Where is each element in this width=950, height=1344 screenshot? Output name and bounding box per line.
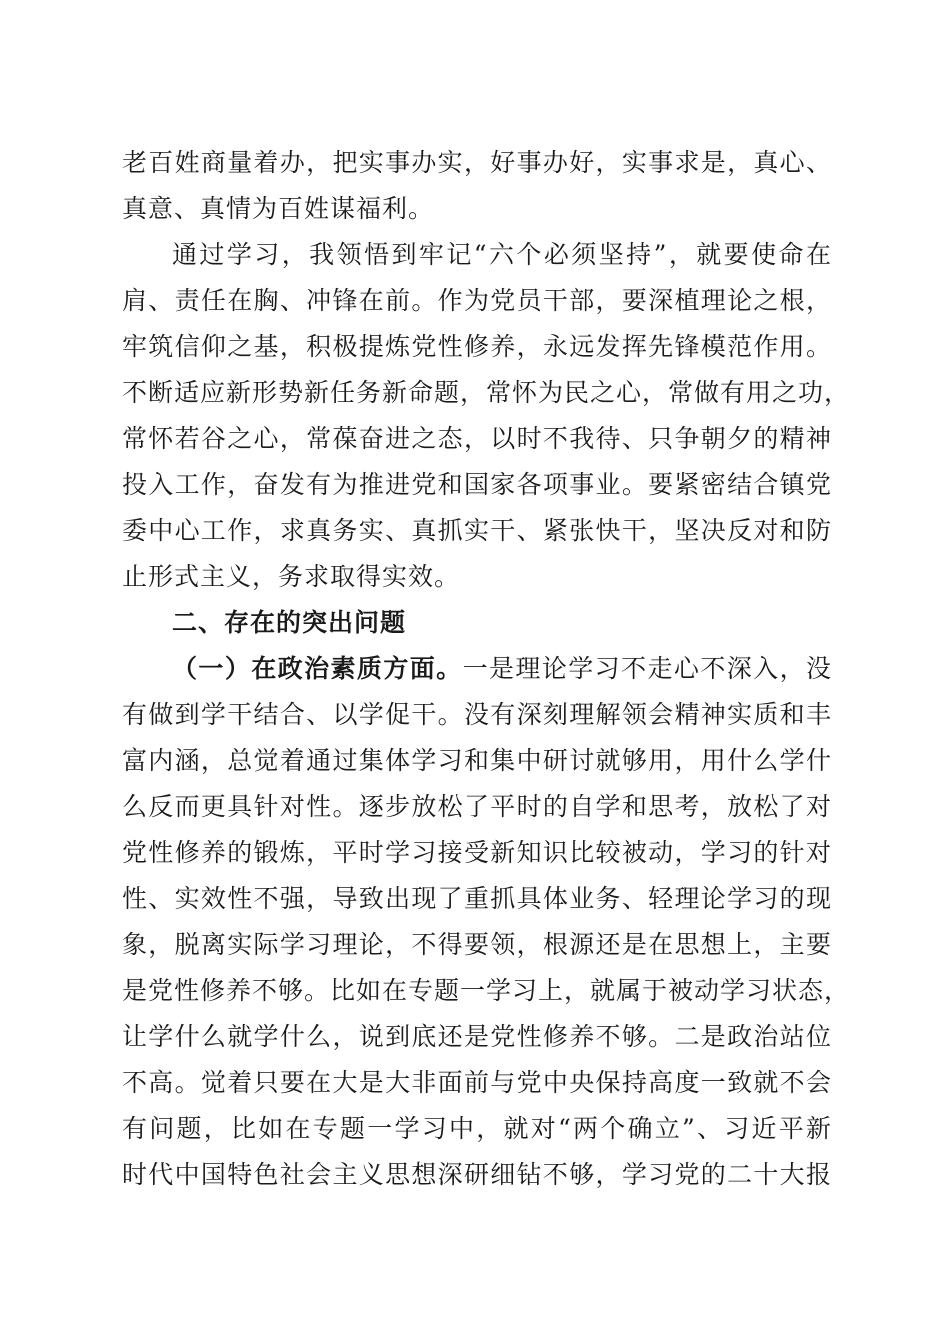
subsection-lead: （一）在政治素质方面。 [172, 654, 463, 683]
text-line: 有问题，比如在专题一学习中，就对“两个确立”、习近平新 [122, 1114, 832, 1143]
paragraph-3 [122, 646, 851, 1198]
text-line: 党性修养的锻炼，平时学习接受新知识比较被动，学习的针对 [122, 838, 832, 867]
text-line-first [122, 646, 832, 692]
text-line: 不高。觉着只要在大是大非面前与党中央保持高度一致就不会 [122, 1068, 832, 1097]
text-line: 老百姓商量着办，把实事办实，好事办好，实事求是，真心、 [122, 148, 832, 177]
text-run: 一是理论学习不走心不深入，没 [462, 654, 832, 683]
text-line: 时代中国特色社会主义思想深研细钻不够，学习党的二十大报 [122, 1160, 832, 1189]
text-line: 是党性修养不够。比如在专题一学习上，就属于被动学习状态， [122, 976, 851, 1005]
paragraph-1 [122, 140, 832, 232]
text-line: 让学什么就学什么，说到底还是党性修养不够。二是政治站位 [122, 1022, 832, 1051]
text-line: 委中心工作，求真务实、真抓实干、紧张快干，坚决反对和防 [122, 516, 832, 545]
text-line: 止形式主义，务求取得实效。 [122, 562, 461, 591]
paragraph-2 [122, 232, 851, 600]
document-page [122, 140, 851, 1198]
text-line: 不断适应新形势新任务新命题，常怀为民之心，常做有用之功， [122, 378, 851, 407]
text-line: 象，脱离实际学习理论，不得要领，根源还是在思想上，主要 [122, 930, 832, 959]
text-line: 真意、真情为百姓谋福利。 [122, 194, 435, 223]
text-line: 牢筑信仰之基，积极提炼党性修养，永远发挥先锋模范作用。 [122, 332, 832, 361]
text-line: 通过学习，我领悟到牢记“六个必须坚持”，就要使命在 [172, 240, 832, 269]
text-line: 投入工作，奋发有为推进党和国家各项事业。要紧密结合镇党 [122, 470, 832, 499]
text-line: 么反而更具针对性。逐步放松了平时的自学和思考，放松了对 [122, 792, 832, 821]
text-line: 常怀若谷之心，常葆奋进之态，以时不我待、只争朝夕的精神 [122, 424, 832, 453]
text-line: 有做到学干结合、以学促干。没有深刻理解领会精神实质和丰 [122, 700, 832, 729]
text-line: 富内涵，总觉着通过集体学习和集中研讨就够用，用什么学什 [122, 746, 832, 775]
text-line: 性、实效性不强，导致出现了重抓具体业务、轻理论学习的现 [122, 884, 832, 913]
text-line: 肩、责任在胸、冲锋在前。作为党员干部，要深植理论之根， [122, 286, 832, 315]
section-heading: 二、存在的突出问题 [172, 608, 407, 637]
